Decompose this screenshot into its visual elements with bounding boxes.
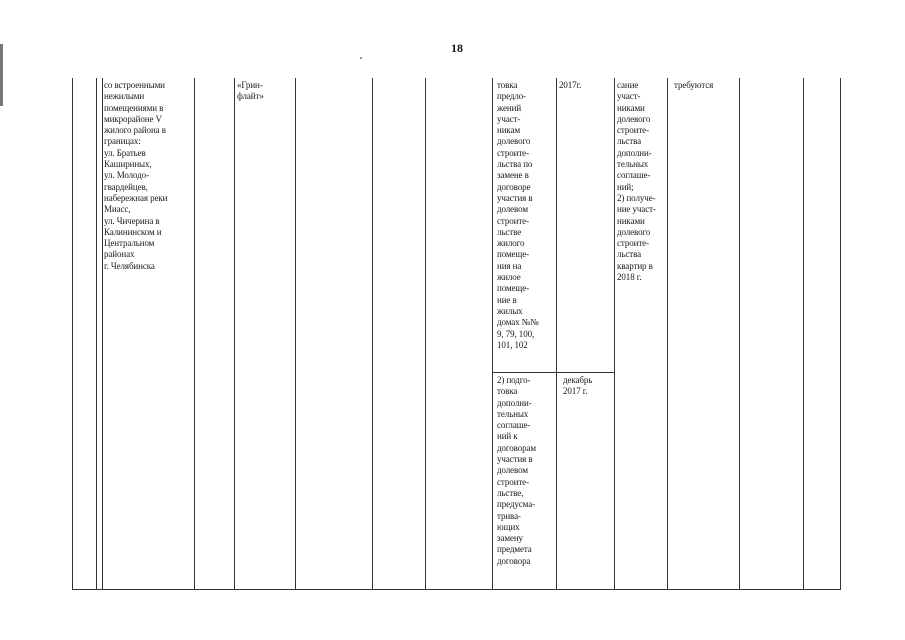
developer-cell: «Грин- флайт» <box>237 80 264 102</box>
deadline-1-cell: 2017г. <box>559 80 582 90</box>
action-2-cell: 2) подго- товка дополни- тельных соглаше- ний к договорам участия в долевом строите- льстве, предусма- трива- ющих замену предмета договора <box>497 375 537 566</box>
deadline-2-cell: декабрь 2017 г. <box>563 375 593 397</box>
result-cell: сание участ- никами долевого строите- льства дополни- тельных соглаше- ний; 2) получе- ние участ- никами долевого строите- льства квартир в 2018 г. <box>617 80 656 283</box>
funding-cell: требуются <box>674 80 714 90</box>
object-description-cell: со встроенными нежилыми помещениями в микрорайоне V жилого района в границах: ул. Братьев Кашириных, ул. Молодо- гвардейцев, набережная реки Миасс, ул. Чичерина в Калининском и Центральном районах г. Челябинска <box>104 80 168 271</box>
action-1-cell: товка предло- жений участ- никам долевого строите- льства по замене в договоре участия в долевом строите- льстве жилого помеще- ния на жилое помеще- ние в жилых домах №№ 9, 79, 100, 101, 102 <box>497 80 539 350</box>
page-number: 18 <box>451 41 463 55</box>
